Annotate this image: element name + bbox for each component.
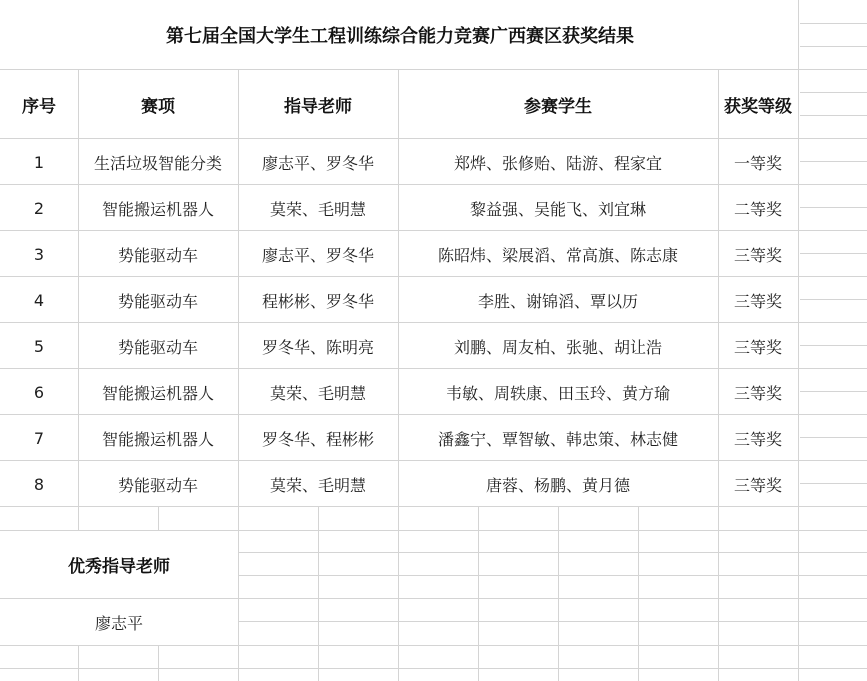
row-students: 李胜、谢锦滔、覃以历	[477, 291, 638, 311]
header-index: 序号	[22, 96, 56, 117]
row-students: 潘鑫宁、覃智敏、韩忠策、林志健	[437, 429, 678, 449]
header-event: 赛项	[141, 96, 175, 117]
row-event: 智能搬运机器人	[101, 199, 214, 219]
row-index: 6	[33, 382, 45, 402]
row-students: 韦敏、周轶康、田玉玲、黄方瑜	[445, 383, 670, 403]
excellent-advisor-label: 优秀指导老师	[68, 557, 170, 577]
row-advisor: 廖志平、罗冬华	[261, 153, 374, 173]
header-advisor: 指导老师	[284, 96, 352, 117]
row-index: 3	[33, 244, 45, 264]
row-award: 二等奖	[733, 199, 782, 219]
row-event: 生活垃圾智能分类	[93, 153, 222, 173]
row-award: 一等奖	[733, 153, 782, 173]
row-award: 三等奖	[733, 245, 782, 265]
row-event: 势能驱动车	[117, 245, 198, 265]
row-event: 势能驱动车	[117, 337, 198, 357]
row-advisor: 程彬彬、罗冬华	[261, 291, 374, 311]
row-event: 势能驱动车	[117, 475, 198, 495]
header-students: 参赛学生	[524, 96, 592, 117]
row-event: 势能驱动车	[117, 291, 198, 311]
row-advisor: 莫荣、毛明慧	[269, 475, 366, 495]
row-students: 陈昭炜、梁展滔、常高旗、陈志康	[437, 245, 678, 265]
row-advisor: 罗冬华、程彬彬	[261, 429, 374, 449]
row-award: 三等奖	[733, 383, 782, 403]
row-advisor: 莫荣、毛明慧	[269, 383, 366, 403]
row-index: 2	[33, 198, 45, 218]
row-students: 刘鹏、周友柏、张驰、胡让浩	[453, 337, 662, 357]
row-students: 黎益强、吴能飞、刘宜琳	[469, 199, 646, 219]
row-award: 三等奖	[733, 475, 782, 495]
row-index: 5	[33, 336, 45, 356]
row-event: 智能搬运机器人	[101, 383, 214, 403]
row-award: 三等奖	[733, 291, 782, 311]
row-advisor: 廖志平、罗冬华	[261, 245, 374, 265]
row-index: 8	[33, 474, 45, 494]
row-index: 7	[33, 428, 45, 448]
sheet-title: 第七届全国大学生工程训练综合能力竞赛广西赛区获奖结果	[166, 26, 634, 47]
row-advisor: 罗冬华、陈明亮	[261, 337, 374, 357]
row-index: 4	[33, 290, 45, 310]
row-award: 三等奖	[733, 337, 782, 357]
row-index: 1	[33, 152, 45, 172]
row-event: 智能搬运机器人	[101, 429, 214, 449]
header-award: 获奖等级	[724, 96, 792, 117]
row-students: 郑烨、张修贻、陆游、程家宜	[453, 153, 662, 173]
excellent-advisor-name: 廖志平	[94, 613, 143, 633]
row-students: 唐蓉、杨鹏、黄月德	[485, 475, 630, 495]
row-advisor: 莫荣、毛明慧	[269, 199, 366, 219]
row-award: 三等奖	[733, 429, 782, 449]
